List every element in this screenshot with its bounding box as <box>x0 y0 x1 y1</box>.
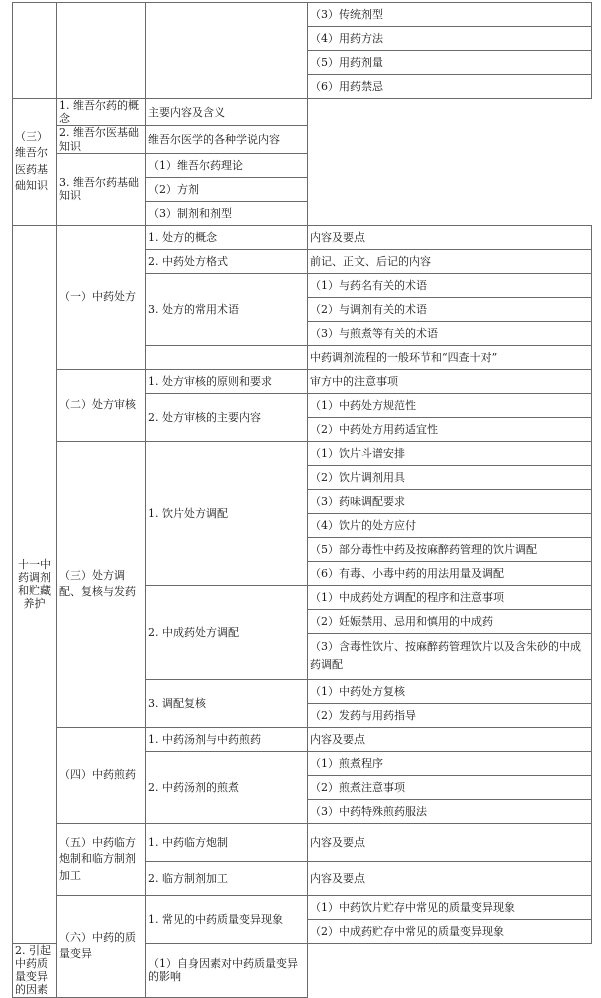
point-cell: （1）煎煮程序 <box>308 751 592 775</box>
item-cell: 2. 维吾尔医基础知识 <box>57 126 146 153</box>
point-cell: （2）饮片调剂用具 <box>308 465 592 489</box>
point-cell: （1）与药名有关的术语 <box>308 273 592 297</box>
point-cell: 内容及要点 <box>308 823 592 861</box>
point-cell: （1）中成药处方调配的程序和注意事项 <box>308 585 592 609</box>
point-cell: （4）用药方法 <box>308 27 592 51</box>
point-cell: （3）与煎煮等有关的术语 <box>308 321 592 345</box>
point-cell: （2）中成药贮存中常见的质量变异现象 <box>308 919 592 943</box>
item-cell: 2. 中成药处方调配 <box>146 585 308 679</box>
unit-cell-continued <box>13 3 57 99</box>
item-cell: 3. 调配复核 <box>146 679 308 727</box>
item-cell: 3. 维吾尔药基础知识 <box>57 153 146 225</box>
point-cell: （6）有毒、小毒中药的用法用量及调配 <box>308 561 592 585</box>
point-cell: 中药调剂流程的一般环节和“四查十对” <box>308 345 592 369</box>
point-cell: （1）维吾尔药理论 <box>146 153 308 177</box>
point-cell: （3）药味调配要求 <box>308 489 592 513</box>
point-cell: （2）与调剂有关的术语 <box>308 297 592 321</box>
item-cell: 2. 临方制剂加工 <box>146 861 308 895</box>
point-cell: （4）饮片的处方应付 <box>308 513 592 537</box>
item-cell-empty <box>146 345 308 369</box>
point-cell: （5）用药剂量 <box>308 51 592 75</box>
section-cell: （二）处方审核 <box>57 369 146 441</box>
point-cell: （1）中药饮片贮存中常见的质量变异现象 <box>308 895 592 919</box>
point-cell: （1）饮片斗谱安排 <box>308 441 592 465</box>
point-cell: （5）部分毒性中药及按麻醉药管理的饮片调配 <box>308 537 592 561</box>
section-cell: （五）中药临方炮制和临方制剂加工 <box>57 823 146 895</box>
section-cell-continued <box>57 3 146 99</box>
point-cell: （1）中药处方复核 <box>308 679 592 703</box>
section-cell: （三）处方调配、复核与发药 <box>57 441 146 727</box>
point-cell: 内容及要点 <box>308 225 592 249</box>
point-cell: 维吾尔医学的各种学说内容 <box>146 126 308 153</box>
item-cell: 1. 中药临方炮制 <box>146 823 308 861</box>
point-cell: 内容及要点 <box>308 727 592 751</box>
point-cell: （1）中药处方规范性 <box>308 393 592 417</box>
point-cell: 主要内容及含义 <box>146 99 308 126</box>
point-cell: （6）用药禁忌 <box>308 75 592 99</box>
item-cell: 1. 饮片处方调配 <box>146 441 308 585</box>
point-cell: 前记、正文、后记的内容 <box>308 249 592 273</box>
point-cell: 内容及要点 <box>308 861 592 895</box>
point-cell: 审方中的注意事项 <box>308 369 592 393</box>
item-cell: 3. 处方的常用术语 <box>146 273 308 345</box>
section-cell: （四）中药煎药 <box>57 727 146 823</box>
point-cell: （2）中药处方用药适宜性 <box>308 417 592 441</box>
point-cell: （2）煎煮注意事项 <box>308 775 592 799</box>
section-cell: （六）中药的质量变异 <box>57 895 146 997</box>
item-cell: 1. 处方审核的原则和要求 <box>146 369 308 393</box>
section-cell: （一）中药处方 <box>57 225 146 369</box>
exam-outline-table <box>12 2 592 998</box>
item-cell: 2. 中药汤剂的煎煮 <box>146 751 308 823</box>
item-cell: 2. 处方审核的主要内容 <box>146 393 308 441</box>
point-cell: （3）传统剂型 <box>308 3 592 27</box>
point-cell: （3）制剂和剂型 <box>146 201 308 225</box>
item-cell: 1. 中药汤剂与中药煎药 <box>146 727 308 751</box>
point-cell: （2）妊娠禁用、忌用和慎用的中成药 <box>308 609 592 633</box>
item-cell: 2. 引起中药质量变异的因素 <box>13 943 57 997</box>
point-cell: （3）中药特殊煎药服法 <box>308 799 592 823</box>
unit-cell: 十一中药调剂和贮藏养护 <box>13 225 57 943</box>
item-cell: 1. 维吾尔药的概念 <box>57 99 146 126</box>
section-cell: （三）维吾尔医药基础知识 <box>13 99 57 226</box>
item-cell-continued <box>146 3 308 99</box>
item-cell: 2. 中药处方格式 <box>146 249 308 273</box>
item-cell: 1. 常见的中药质量变异现象 <box>146 895 308 943</box>
item-cell: 1. 处方的概念 <box>146 225 308 249</box>
point-cell: （2）方剂 <box>146 177 308 201</box>
point-cell: （2）发药与用药指导 <box>308 703 592 727</box>
point-cell: （3）含毒性饮片、按麻醉药管理饮片以及含朱砂的中成药调配 <box>308 633 592 679</box>
point-cell: （1）自身因素对中药质量变异的影响 <box>146 943 308 997</box>
